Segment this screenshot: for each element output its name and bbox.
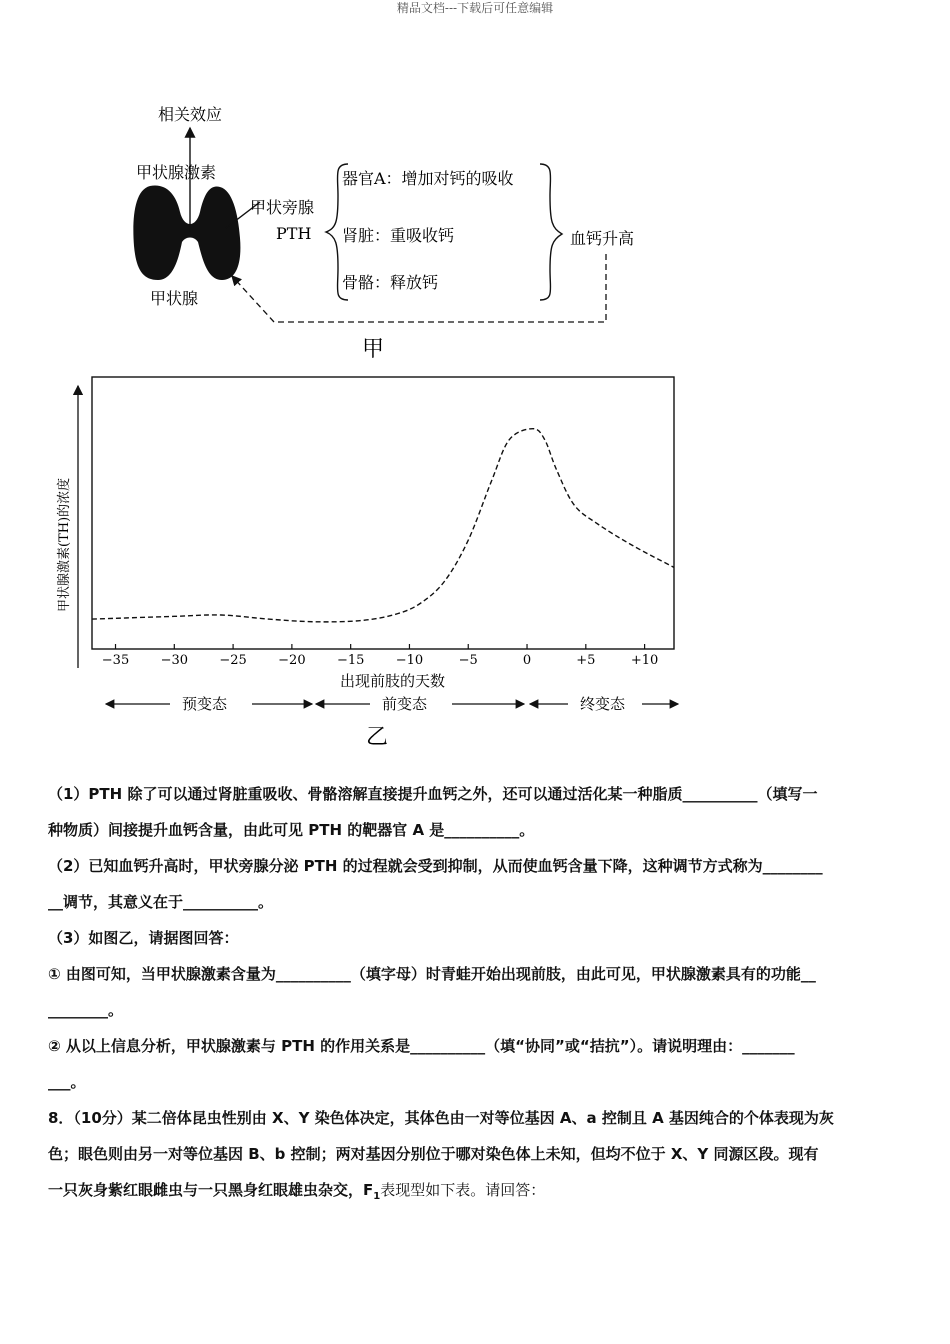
q8-line1: 8．（10分）某二倍体昆虫性别由 X、Y 染色体决定，其体色由一对等位基因 A、a 控制且 A 基因纯合的个体表现为灰 xyxy=(48,1109,834,1127)
questions xyxy=(48,776,908,1215)
series-line xyxy=(92,429,674,622)
parathyroid-label: 甲状旁腺 xyxy=(250,198,315,217)
q8-line2: 色；眼色则由另一对等位基因 B、b 控制；两对基因分别位于哪对染色体上未知，但均不位于 X、Y 同源区段。现有 xyxy=(48,1145,819,1163)
q3-2-line1: ② 从以上信息分析，甲状腺激素与 PTH 的作用关系是__________（填“协同”或“拮抗”）。请说明理由：_______ xyxy=(48,1037,795,1055)
plot-frame xyxy=(92,377,674,649)
diagram-jia xyxy=(133,105,634,362)
bone-text: 骨骼：释放钙 xyxy=(342,273,439,292)
stage-mid: 前变态 xyxy=(382,695,428,713)
x-tick-label: +10 xyxy=(630,653,659,668)
stage-pre: 预变态 xyxy=(182,695,228,713)
x-tick-label: −25 xyxy=(219,653,247,668)
thyroid-label: 甲状腺 xyxy=(150,289,199,308)
q1-line1: （1）PTH 除了可以通过肾脏重吸收、骨骼溶解直接提升血钙之外，还可以通过活化某一种脂质__________（填写一 xyxy=(48,785,818,803)
chart-yi xyxy=(56,377,678,750)
f1-subscript: 1 xyxy=(373,1191,381,1202)
x-tick-label: −15 xyxy=(336,653,365,668)
effect-label: 相关效应 xyxy=(158,105,223,124)
stage-row xyxy=(106,695,678,713)
x-tick-label: 0 xyxy=(522,653,532,668)
q2-line2: __调节，其意义在于__________。 xyxy=(48,893,274,911)
x-tick-label: −5 xyxy=(458,653,478,668)
calcium-up-text: 血钙升高 xyxy=(570,229,635,248)
y-axis-label: 甲状腺激素(TH)的浓度 xyxy=(57,477,72,612)
chart-yi-label: 乙 xyxy=(366,725,389,750)
thyroid-hormone-label: 甲状腺激素 xyxy=(136,163,217,182)
kidney-text: 肾脏：重吸收钙 xyxy=(342,226,455,245)
q3-head: （3）如图乙，请据图回答： xyxy=(48,929,239,947)
q8-line3-tail: 表现型如下表。请回答： xyxy=(380,1181,546,1199)
q3-1-line2: ________。 xyxy=(48,1001,124,1019)
q3-1-line1: ① 由图可知，当甲状腺激素含量为__________（填字母）时青蛙开始出现前肢，由此可见，甲状腺激素具有的功能__ xyxy=(48,965,816,983)
diagram-jia-label: 甲 xyxy=(362,337,385,362)
q1-line2: 种物质）间接提升血钙含量，由此可见 PTH 的靶器官 A 是__________。 xyxy=(48,821,535,839)
x-tick-label: +5 xyxy=(576,653,596,668)
q2-line1: （2）已知血钙升高时，甲状旁腺分泌 PTH 的过程就会受到抑制，从而使血钙含量下降，这种调节方式称为________ xyxy=(48,857,823,875)
x-tick-label: −10 xyxy=(395,653,424,668)
x-tick-label: −30 xyxy=(160,653,189,668)
q3-2-line2: ___。 xyxy=(48,1073,86,1091)
pth-label: PTH xyxy=(276,224,312,243)
x-tick-label: −20 xyxy=(278,653,306,668)
stage-end: 终变态 xyxy=(580,695,626,713)
x-axis-label: 出现前肢的天数 xyxy=(340,672,446,690)
q8-line3-text: 一只灰身紫红眼雌虫与一只黑身红眼雄虫杂交，F xyxy=(48,1181,374,1199)
right-brace xyxy=(540,164,562,300)
organ-a-text: 器官A：增加对钙的吸收 xyxy=(342,169,514,188)
x-tick-label: −35 xyxy=(101,653,130,668)
page-header: 精品文档---下载后可任意编辑 xyxy=(396,1,554,15)
thyroid-shape xyxy=(133,186,240,280)
x-ticks xyxy=(102,644,659,668)
q8-line3 xyxy=(48,1172,908,1215)
